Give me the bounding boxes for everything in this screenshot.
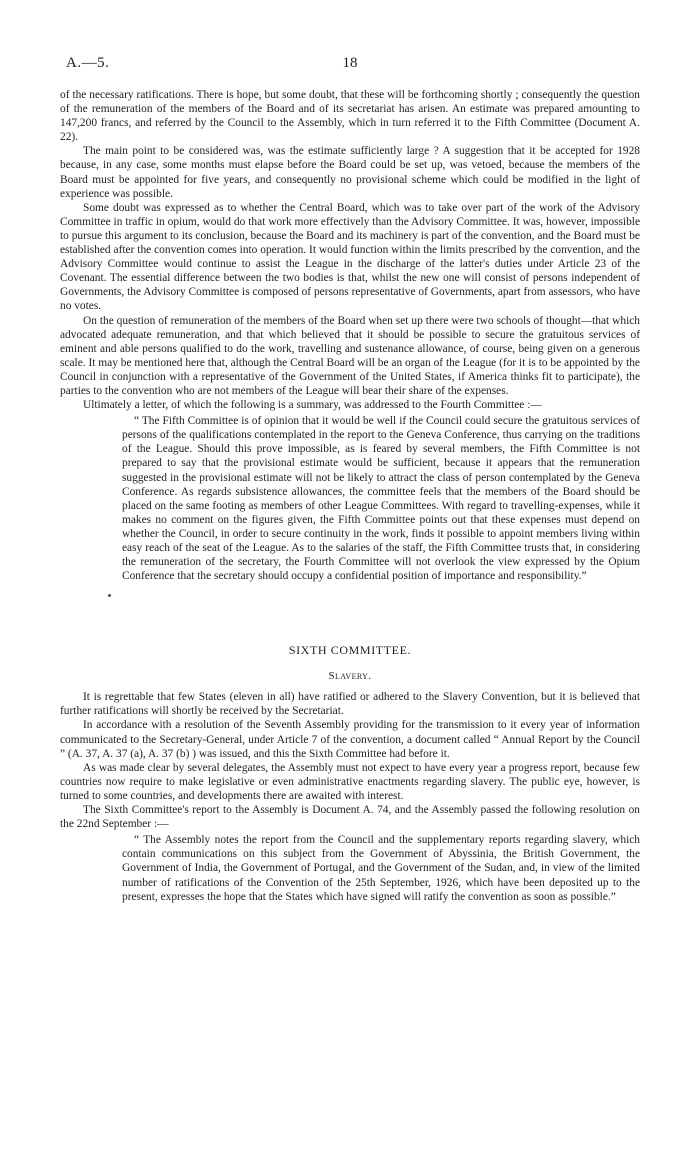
page-header xyxy=(66,55,634,75)
paragraph-3: Some doubt was expressed as to whether the Central Board, which was to take over part of the work of the Advisory Committee in traffic in opium, would do that work more effectively than the Advisory Committee. It was, however, impossible to pursue this argument to its conclusion, because the Board and its machinery is part of the convention, and the Board must be established after the convention comes into operation. It would function within the limits prescribed by the convention, and the Advisory Committee would continue to assist the League in the discharge of the latter's duties under Article 23 of the Covenant. The essential difference between the two bodies is that, whilst the new one will consist of persons independent of Governments, the Advisory Committee is composed of persons representative of Governments, apart from assessors, who have no votes. xyxy=(60,201,640,313)
page-body xyxy=(60,88,640,904)
assembly-resolution-quote: “ The Assembly notes the report from the Council and the supplementary reports regarding slavery, which contain communications on this subject from the Government of Abyssinia, the British Government, the Government of India, the Government of Portugal, and the Government of the Sudan, and, in view of the limited number of ratifications of the Convention of the 25th September, 1926, which have been deposited up to the present, expresses the hope that the States which have signed will ratify the convention as soon as possible.” xyxy=(122,834,640,903)
paragraph-4: On the question of remuneration of the members of the Board when set up there were two schools of thought—that which advocated adequate remuneration, and that which believed that it should be possible to secure the gratuitous services of eminent and able persons qualified to do the work, travelling and sustenance allowance, of course, being given on a generous scale. It may be mentioned here that, although the Central Board will be an organ of the League (for it is to be appointed by the Council in conjunction with a representative of the Government of the United States, if America thinks fit to participate), the parties to the convention who are not members of the League will bear their share of the expenses. xyxy=(60,314,640,397)
fifth-committee-letter-quote: “ The Fifth Committee is of opinion that it would be well if the Council could secure the gratuitous services of persons of the qualifications contemplated in the report to the Geneva Conference, thus carrying on the traditions of the League. Should this prove impossible, as is feared by several members, the Fifth Committee is not prepared to say that the provisional estimate would be sufficient, because it appears that the remuneration suggested in the provisional estimate will not be likely to attract the class of person contemplated by the Geneva Conference. As regards subsistence allowances, the committee feels that the members of the Board should be placed on the same footing as members of other League Committees. With regard to travelling-expenses, while it makes no comment on the figures given, the Fifth Committee points out that these expenses must depend on whether the Council, in order to secure continuity in the work, finds it possible to appoint members living within easy reach of the seat of the League. As to the salaries of the staff, the Fifth Committee trusts that, in considering the remuneration of the secretary, the Fourth Committee will not overlook the view expressed by the Opium Conference that the secretary should occupy a confidential position of importance and responsibility.” xyxy=(122,415,640,583)
slavery-paragraph-2: In accordance with a resolution of the Seventh Assembly providing for the transmission to it every year of information communicated to the Secretary-General, under Article 7 of the convention, a document called “ Annual Report by the Council ” (A. 37, A. 37 (a), A. 37 (b) ) was issued, and this the Sixth Committee had before it. xyxy=(60,719,640,760)
page-number: 18 xyxy=(342,55,358,71)
paragraph-2: The main point to be considered was, was the estimate sufficiently large ? A suggestion that it be accepted for 1928 because, in any case, some months must elapse before the Board could be set up, was vetoed, because the members of the Board must be appointed for five years, and consequently no provisional scheme which could be modified in the light of experience was possible. xyxy=(60,145,640,200)
section-title: SIXTH COMMITTEE. xyxy=(288,643,412,658)
print-speck xyxy=(108,594,111,597)
section-subtitle: Slavery. xyxy=(328,670,372,683)
paragraph-1: of the necessary ratifications. There is hope, but some doubt, that these will be forthcoming shortly ; consequently the question of the remuneration of the members of the Board and of its secretariat has arisen. An estimate was prepared amounting to 147,200 francs, and referred by the Council to the Assembly, which in turn referred it to the Fifth Committee (Document A. 22). xyxy=(60,89,640,144)
document-reference: A.—5. xyxy=(66,55,110,71)
slavery-paragraph-1: It is regrettable that few States (eleven in all) have ratified or adhered to the Slavery Convention, but it is believed that further ratifications will shortly be received by the Secretariat. xyxy=(60,691,640,718)
paragraph-5: Ultimately a letter, of which the following is a summary, was addressed to the Fourth Committee :— xyxy=(83,399,542,412)
slavery-paragraph-3: As was made clear by several delegates, the Assembly must not expect to have every year a progress report, because few countries now require to make legislative or even administrative enactments regarding slavery. The public eye, however, is turned to some countries, and developments there are awaited with interest. xyxy=(60,761,640,802)
slavery-paragraph-4: The Sixth Committee's report to the Assembly is Document A. 74, and the Assembly passed the following resolution on the 22nd September :— xyxy=(60,804,640,831)
